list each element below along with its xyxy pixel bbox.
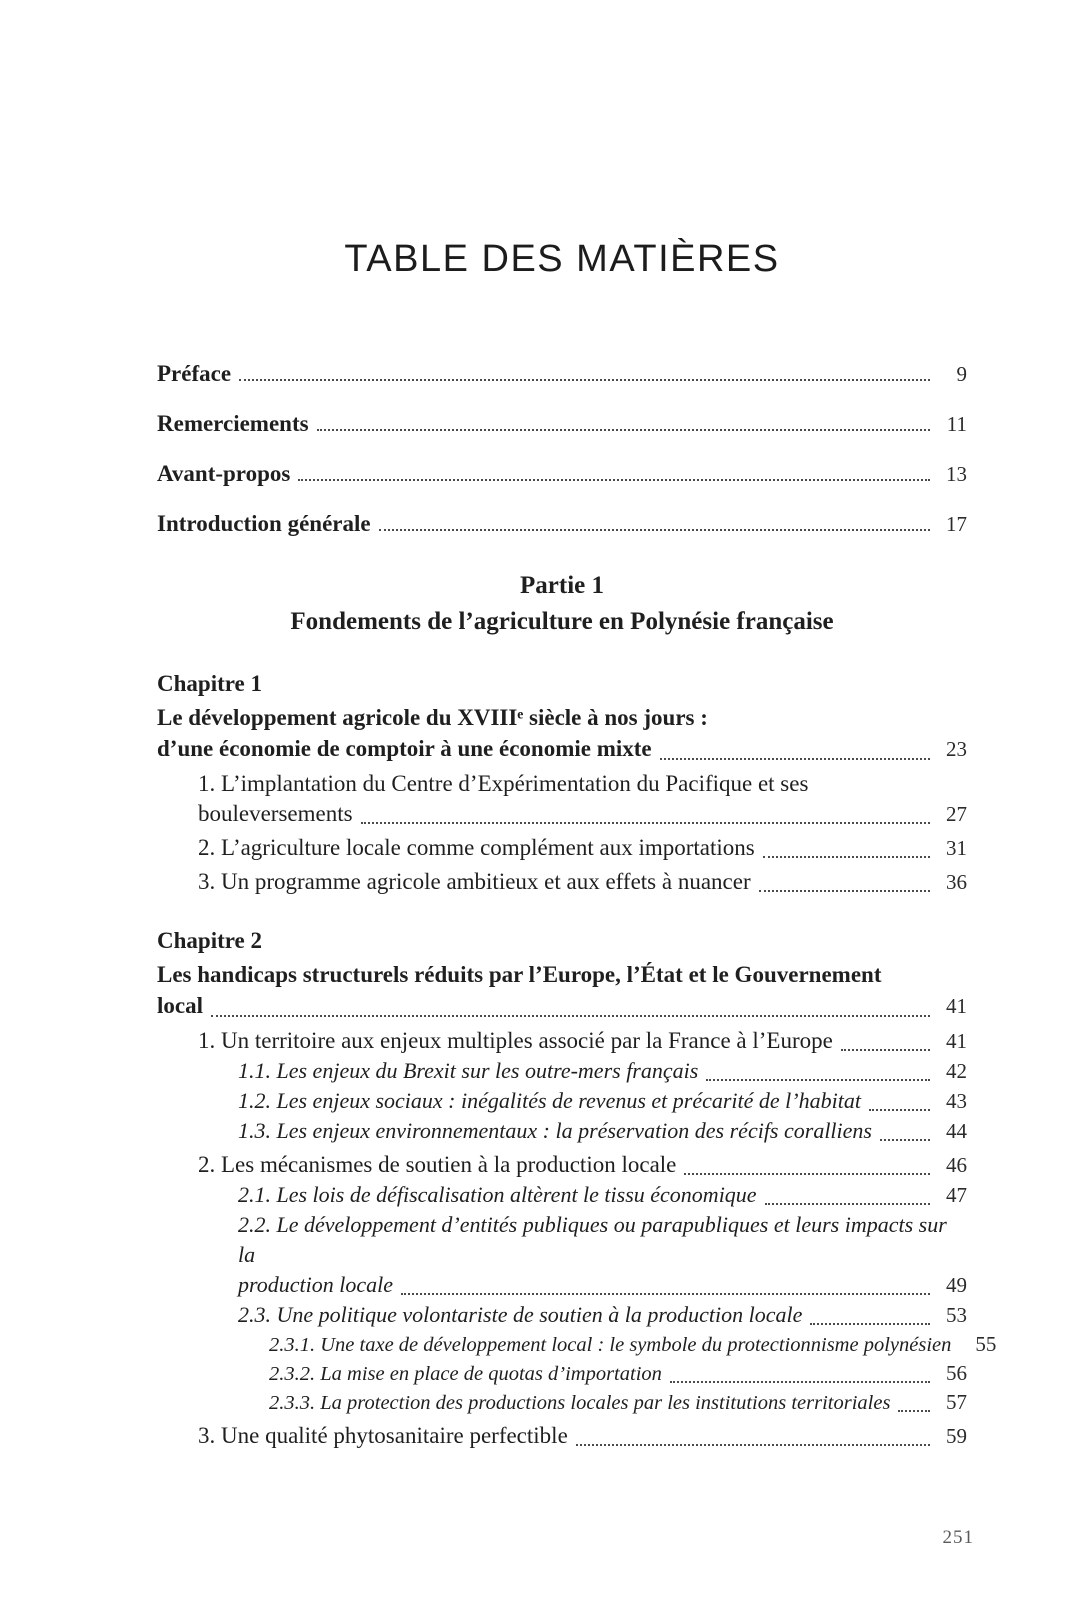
entry-text-line: Les handicaps structurels réduits par l’Europe, l’État et le Gouvernement — [157, 962, 882, 987]
entry-page: 11 — [946, 412, 967, 436]
dot-leader — [763, 856, 930, 858]
entry-text-line: Le développement agricole du XVIIIᵉ siècle à nos jours : — [157, 705, 708, 730]
entry-last-line — [157, 733, 967, 765]
chapter-entries — [157, 769, 967, 897]
entry-text: Préface — [157, 361, 232, 386]
toc-entry-level-1 — [157, 769, 967, 829]
entry-text: 1.1. Les enjeux du Brexit sur les outre-mers français — [238, 1058, 699, 1083]
entry-text: Remerciements — [157, 411, 309, 436]
toc-entry-level-3 — [157, 1388, 967, 1417]
dot-leader — [880, 1139, 930, 1141]
chapter-section — [157, 669, 967, 897]
part-kicker: Partie 1 — [520, 572, 604, 599]
dot-leader — [841, 1049, 930, 1051]
entry-last-line — [238, 1300, 967, 1330]
entry-page: 47 — [946, 1183, 967, 1207]
entry-page: 36 — [946, 870, 967, 894]
entry-last-line — [269, 1388, 967, 1417]
entry-page: 55 — [975, 1332, 997, 1356]
entry-text-line: 2.2. Le développement d’entités publiques ou parapubliques et leurs impacts sur la — [238, 1212, 947, 1267]
entry-last-line — [198, 1026, 967, 1056]
entry-page: 59 — [946, 1424, 967, 1448]
entry-page: 57 — [946, 1390, 967, 1414]
front-matter-entry — [157, 512, 967, 536]
toc-entry-level-1 — [157, 1026, 967, 1056]
toc-entry-level-2 — [157, 1300, 967, 1330]
entry-text: 2.3.1. Une taxe de développement local : le symbole du protectionnisme polynésien — [269, 1334, 952, 1356]
dot-leader — [379, 529, 930, 531]
chapter-label: Chapitre 2 — [157, 928, 262, 953]
dot-leader — [660, 758, 930, 760]
chapter-section — [157, 926, 997, 1451]
entry-text: Avant-propos — [157, 461, 291, 486]
entry-last-line — [269, 1359, 967, 1388]
entry-page: 42 — [946, 1059, 967, 1083]
entry-last-line — [198, 1421, 967, 1451]
dot-leader — [361, 822, 930, 824]
entry-text: 2.1. Les lois de défiscalisation altèrent le tissu économique — [238, 1182, 757, 1207]
dot-leader — [298, 479, 930, 481]
entry-text: production locale — [238, 1272, 393, 1297]
entry-last-line — [198, 799, 967, 829]
part-heading — [157, 568, 967, 640]
front-matter-entry — [157, 412, 967, 436]
dot-leader — [670, 1381, 930, 1383]
dot-leader — [211, 1015, 930, 1017]
toc-entry-level-2 — [157, 1086, 967, 1116]
entry-last-line — [238, 1086, 967, 1116]
entry-page: 27 — [946, 802, 967, 826]
entry-last-line — [198, 833, 967, 863]
page-number: 251 — [942, 1527, 974, 1548]
entry-page: 41 — [946, 994, 967, 1018]
entry-page: 44 — [946, 1119, 967, 1143]
entry-last-line — [157, 512, 967, 536]
dot-leader — [869, 1109, 930, 1111]
front-matter-list — [157, 362, 967, 536]
toc-entry-level-1 — [157, 867, 967, 897]
entry-page: 43 — [946, 1089, 967, 1113]
entry-last-line — [157, 462, 967, 486]
chapter-entries — [157, 1026, 997, 1451]
entry-last-line — [238, 1270, 967, 1300]
entry-text: 3. Une qualité phytosanitaire perfectible — [198, 1423, 568, 1448]
entry-text: 2.3. Une politique volontariste de soutien à la production locale — [238, 1302, 803, 1327]
entry-text: 2.3.2. La mise en place de quotas d’importation — [269, 1363, 662, 1385]
dot-leader — [810, 1323, 930, 1325]
entry-page: 31 — [946, 836, 967, 860]
dot-leader — [401, 1293, 930, 1295]
dot-leader — [765, 1203, 930, 1205]
entry-last-line — [198, 867, 967, 897]
dot-leader — [239, 379, 930, 381]
entry-last-line — [238, 1180, 967, 1210]
entry-last-line — [238, 1056, 967, 1086]
toc-title: TABLE DES MATIÈRES — [344, 238, 780, 280]
toc-entry-level-2 — [157, 1180, 967, 1210]
toc-entry-level-2 — [157, 1116, 967, 1146]
entry-text: Introduction générale — [157, 511, 371, 536]
entry-page: 41 — [946, 1029, 967, 1053]
entry-text: d’une économie de comptoir à une économie mixte — [157, 736, 652, 761]
toc-entry-level-2 — [157, 1056, 967, 1086]
entry-text: 1. Un territoire aux enjeux multiples associé par la France à l’Europe — [198, 1028, 833, 1053]
entry-text: 2. L’agriculture locale comme complément aux importations — [198, 835, 755, 860]
entry-last-line — [198, 1150, 967, 1180]
entry-text: local — [157, 993, 203, 1018]
entry-last-line — [157, 362, 967, 386]
toc-entry-level-3 — [157, 1359, 967, 1388]
entry-text: bouleversements — [198, 801, 353, 826]
entry-page: 56 — [946, 1361, 967, 1385]
entry-last-line — [157, 990, 967, 1022]
toc-entry-level-2 — [157, 1210, 967, 1300]
dot-leader — [576, 1444, 930, 1446]
chapter-title — [157, 959, 967, 1022]
entry-page: 9 — [956, 362, 967, 386]
chapter-title — [157, 702, 967, 765]
dot-leader — [898, 1410, 930, 1412]
entry-page: 17 — [946, 512, 967, 536]
entry-page: 46 — [946, 1153, 967, 1177]
entry-last-line — [157, 412, 967, 436]
entry-text-line: 1. L’implantation du Centre d’Expérimentation du Pacifique et ses — [198, 771, 809, 796]
entry-page: 13 — [946, 462, 967, 486]
dot-leader — [684, 1173, 930, 1175]
entry-last-line — [238, 1116, 967, 1146]
dot-leader — [759, 890, 930, 892]
toc-entry-level-3 — [157, 1330, 997, 1359]
chapters — [157, 669, 997, 1451]
toc-entry-level-1 — [157, 833, 967, 863]
entry-page: 23 — [946, 737, 967, 761]
part-title: Fondements de l’agriculture en Polynésie française — [290, 608, 834, 635]
entry-text: 1.2. Les enjeux sociaux : inégalités de revenus et précarité de l’habitat — [238, 1088, 861, 1113]
dot-leader — [317, 429, 930, 431]
front-matter-entry — [157, 462, 967, 486]
chapter-label: Chapitre 1 — [157, 671, 262, 696]
entry-text: 2. Les mécanismes de soutien à la production locale — [198, 1152, 677, 1177]
front-matter-entry — [157, 362, 967, 386]
dot-leader — [706, 1079, 930, 1081]
entry-last-line — [269, 1330, 997, 1359]
entry-page: 53 — [946, 1303, 967, 1327]
toc-entry-level-1 — [157, 1421, 967, 1451]
toc-entry-level-1 — [157, 1150, 967, 1180]
entry-text: 2.3.3. La protection des productions locales par les institutions territoriales — [269, 1392, 891, 1414]
entry-page: 49 — [946, 1273, 967, 1297]
entry-text: 1.3. Les enjeux environnementaux : la préservation des récifs coralliens — [238, 1118, 872, 1143]
entry-text: 3. Un programme agricole ambitieux et aux effets à nuancer — [198, 869, 751, 894]
